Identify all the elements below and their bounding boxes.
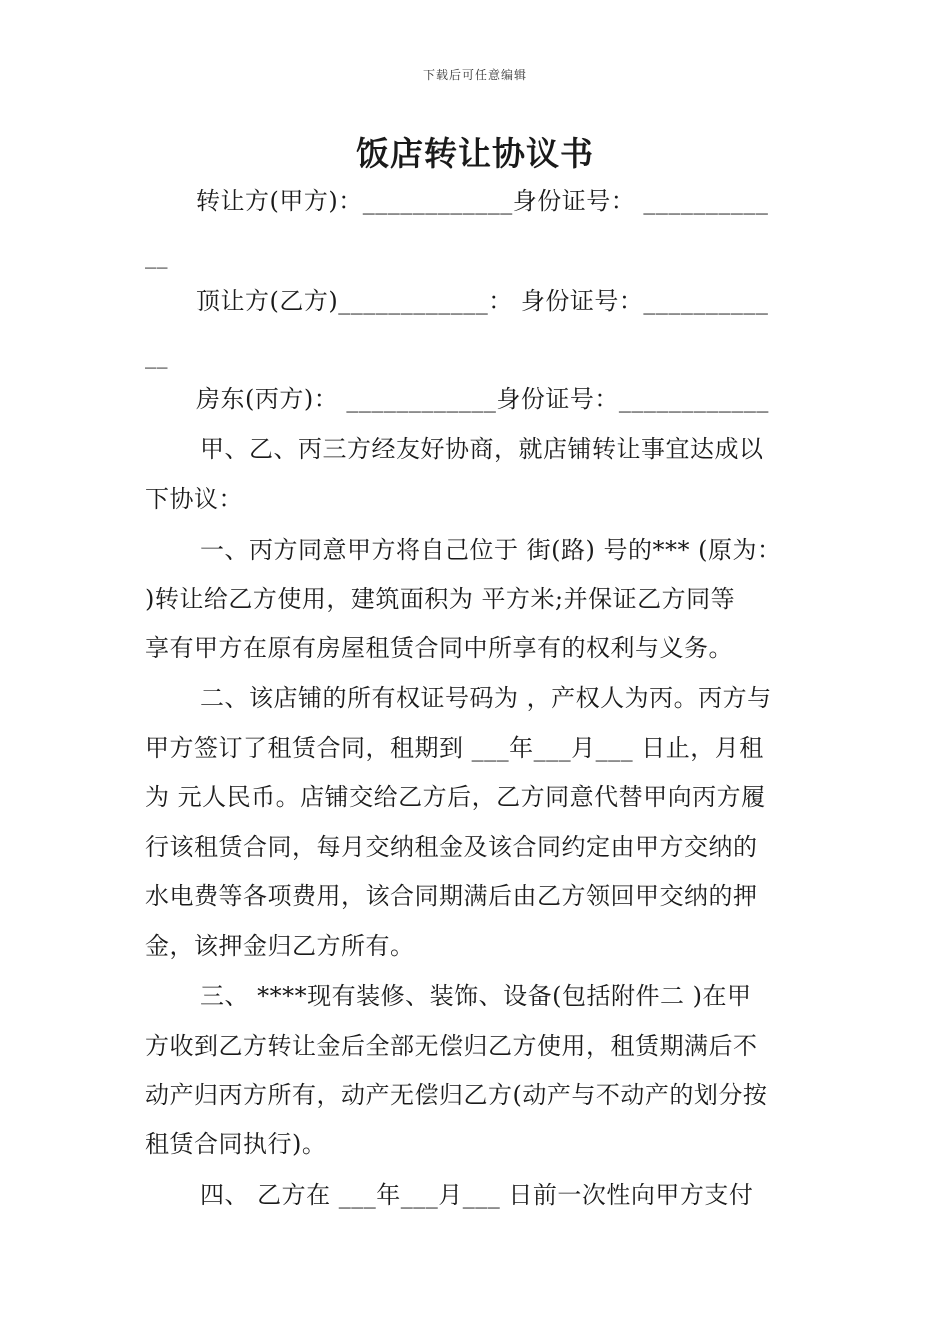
clause-4-line: 四、 乙方在 ___年___月___ 日前一次性向甲方支付 bbox=[200, 1181, 754, 1209]
clause-1-line: 一、丙方同意甲方将自己位于 街(路) 号的*** (原为： bbox=[200, 536, 782, 564]
party-b-line: 顶让方(乙方)____________： 身份证号：__________ bbox=[196, 287, 769, 315]
clause-2-line: 为 元人民币。店铺交给乙方后，乙方同意代替甲向丙方履 bbox=[145, 783, 766, 811]
intro-line: 下协议： bbox=[145, 485, 243, 513]
clause-3-line: 方收到乙方转让金后全部无偿归乙方使用，租赁期满后不 bbox=[145, 1032, 758, 1060]
party-a-line-tail: __ bbox=[145, 244, 168, 269]
document-title: 饭店转让协议书 bbox=[356, 134, 594, 173]
intro-line: 甲、乙、丙三方经友好协商，就店铺转让事宜达成以 bbox=[200, 435, 764, 463]
header-note: 下载后可任意编辑 bbox=[422, 68, 527, 82]
landlord-line: 房东(丙方)： ____________身份证号：____________ bbox=[196, 385, 769, 413]
clause-3-line: 动产归丙方所有，动产无偿归乙方(动产与不动产的划分按 bbox=[145, 1081, 768, 1109]
clause-3-line: 三、 ****现有装修、装饰、设备(包括附件二 )在甲 bbox=[200, 982, 752, 1010]
clause-2-line: 甲方签订了租赁合同，租期到 ___年___月___ 日止，月租 bbox=[145, 734, 764, 762]
clause-3-line: 租赁合同执行)。 bbox=[145, 1130, 327, 1158]
clause-1-line: )转让给乙方使用，建筑面积为 平方米;并保证乙方同等 bbox=[145, 585, 736, 613]
clause-2-line: 二、该店铺的所有权证号码为 ，产权人为丙。丙方与 bbox=[200, 684, 772, 712]
clause-1-line: 享有甲方在原有房屋租赁合同中所享有的权利与义务。 bbox=[145, 634, 733, 662]
clause-2-line: 金，该押金归乙方所有。 bbox=[145, 932, 415, 960]
clause-2-line: 水电费等各项费用，该合同期满后由乙方领回甲交纳的押 bbox=[145, 882, 758, 910]
clause-2-line: 行该租赁合同，每月交纳租金及该合同约定由甲方交纳的 bbox=[145, 833, 758, 861]
party-a-line: 转让方(甲方)：____________身份证号： __________ bbox=[196, 187, 769, 215]
party-b-line-tail: __ bbox=[145, 344, 168, 369]
